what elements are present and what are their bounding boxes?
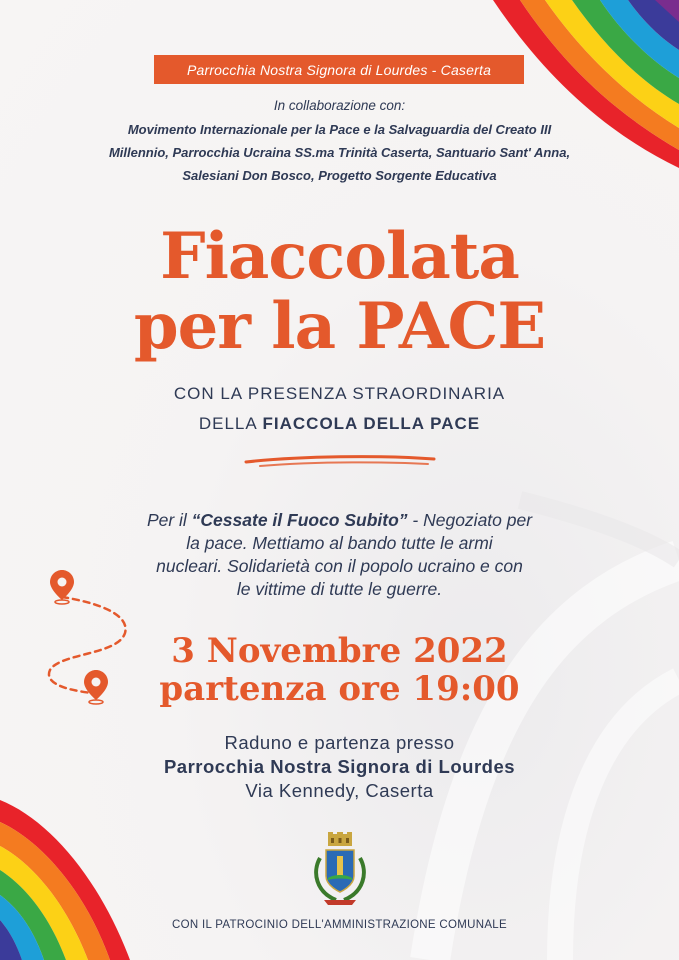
- collaborator-line: Movimento Internazionale per la Pace e la Salvaguardia del Creato III: [127, 122, 552, 137]
- event-title-line-2: per la PACE: [133, 289, 546, 364]
- city-coat-of-arms-icon: [310, 832, 370, 906]
- collaborator-line: Salesiani Don Bosco, Progetto Sorgente Educativa: [182, 168, 497, 183]
- presence-line-2: [0, 414, 679, 434]
- event-date: 3 Novembre 2022: [171, 631, 508, 671]
- presence-line-1: CON LA PRESENZA STRAORDINARIA: [173, 384, 506, 403]
- description-prefix: Per il: [146, 510, 192, 530]
- organizer-banner: Parrocchia Nostra Signora di Lourdes - Caserta: [154, 55, 524, 84]
- brush-stroke-divider: [240, 452, 440, 472]
- collaboration-intro: In collaborazione con:: [273, 98, 406, 113]
- ceasefire-quote: “Cessate il Fuoco Subito”: [191, 510, 408, 530]
- patronage-footer: CON IL PATROCINIO DELL'AMMINISTRAZIONE COMUNALE: [172, 919, 507, 931]
- description-line-3: nucleari. Solidarietà con il popolo ucraino e con: [156, 556, 523, 576]
- presence-prefix: DELLA: [198, 414, 263, 433]
- presence-emphasis: FIACCOLA DELLA PACE: [262, 414, 481, 433]
- event-title-line-1: Fiaccolata: [160, 219, 519, 294]
- meeting-intro: Raduno e partenza presso: [224, 732, 455, 753]
- description-rest: - Negoziato per: [407, 510, 533, 530]
- description-line-2: la pace. Mettiamo al bando tutte le armi: [186, 533, 493, 553]
- collaborator-line: Millennio, Parrocchia Ucraina SS.ma Trinità Caserta, Santuario Sant' Anna,: [108, 145, 571, 160]
- description-line-1: [0, 509, 679, 532]
- meeting-place: Parrocchia Nostra Signora di Lourdes: [163, 756, 516, 777]
- departure-time: partenza ore 19:00: [159, 669, 520, 709]
- description-line-4: le vittime di tutte le guerre.: [236, 579, 443, 599]
- meeting-address: Via Kennedy, Caserta: [245, 780, 434, 801]
